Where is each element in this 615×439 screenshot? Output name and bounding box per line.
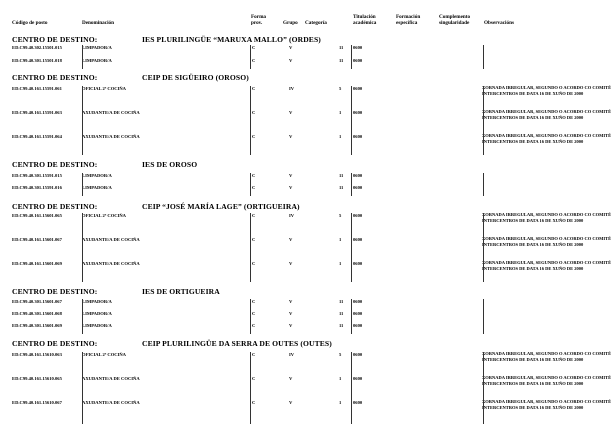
centro-heading	[12, 73, 612, 84]
cell-denominacion: LIMPADOR/A	[82, 185, 112, 190]
cell-code: ED.C99.40.161.15601.069	[12, 261, 62, 266]
cell-titulacion: 0600	[353, 352, 363, 357]
cell-categoria: 5	[339, 86, 342, 91]
header-grupo: Grupo	[283, 20, 298, 26]
header-titulacion-line1: Titulación	[353, 14, 376, 20]
cell-denominacion: OFICIAL 2ª COCIÑA	[82, 352, 127, 357]
column-rule	[351, 213, 352, 282]
cell-denominacion: LIMPADOR/A	[82, 299, 112, 304]
header-complemento-line1: Complemento	[439, 14, 471, 20]
centro-heading	[12, 287, 612, 298]
cell-categoria: 1	[339, 110, 342, 115]
cell-grupo: V	[289, 58, 293, 63]
centro-heading	[12, 339, 612, 350]
cell-grupo: V	[289, 323, 293, 328]
cell-code: ED.C99.40.161.15610.067	[12, 400, 62, 405]
cell-code: ED.C99.40.161.15591.061	[12, 86, 62, 91]
cell-observacions: XORNADA IRREGULAR, SEGUNDO O ACORDO CO COMITÉ INTERCENTROS DE DATA 16 DE XUÑO DE 2000	[482, 260, 612, 271]
cell-forma: C	[252, 110, 256, 115]
cell-forma: C	[252, 45, 256, 50]
centro-name: CEIP DE SIGÜEIRO (OROSO)	[142, 73, 249, 82]
cell-forma: C	[252, 400, 256, 405]
cell-observacions: XORNADA IRREGULAR, SEGUNDO O ACORDO CO COMITÉ INTERCENTROS DE DATA 16 DE XUÑO DE 2000	[482, 133, 612, 144]
cell-forma: C	[252, 173, 256, 178]
cell-denominacion: LIMPADOR/A	[82, 58, 112, 63]
column-rule	[82, 213, 83, 282]
cell-categoria: 11	[339, 185, 344, 190]
cell-titulacion: 0600	[353, 45, 363, 50]
cell-grupo: V	[289, 261, 293, 266]
cell-observacions: XORNADA IRREGULAR, SEGUNDO O ACORDO CO COMITÉ INTERCENTROS DE DATA 16 DE XUÑO DE 2000	[482, 85, 612, 96]
centro-label: CENTRO DE DESTINO:	[12, 202, 98, 211]
cell-titulacion: 0600	[353, 376, 363, 381]
cell-forma: C	[252, 299, 256, 304]
cell-grupo: V	[289, 173, 293, 178]
cell-categoria: 5	[339, 213, 342, 218]
cell-grupo: V	[289, 45, 293, 50]
cell-code: ED.C99.40.301.15601.069	[12, 323, 62, 328]
column-rule	[351, 299, 352, 334]
cell-categoria: 11	[339, 323, 344, 328]
cell-titulacion: 0600	[353, 134, 363, 139]
column-rule	[483, 173, 484, 196]
cell-denominacion: AXUDANTE/A DE COCIÑA	[82, 110, 140, 115]
cell-code: ED.C99.40.161.15591.064	[12, 134, 62, 139]
cell-denominacion: AXUDANTE/A DE COCIÑA	[82, 400, 140, 405]
cell-categoria: 1	[339, 400, 342, 405]
cell-denominacion: OFICIAL 2ª COCIÑA	[82, 213, 127, 218]
cell-categoria: 5	[339, 352, 342, 357]
column-rule	[82, 299, 83, 334]
cell-grupo: V	[289, 110, 293, 115]
cell-titulacion: 0600	[353, 58, 363, 63]
cell-code: ED.C99.40.161.15610.063	[12, 352, 62, 357]
cell-denominacion: AXUDANTE/A DE COCIÑA	[82, 376, 140, 381]
cell-denominacion: OFICIAL 2ª COCIÑA	[82, 86, 127, 91]
column-rule	[483, 299, 484, 334]
header-codigo: Código de posto	[12, 20, 48, 26]
header-observacions: Observacións	[484, 20, 514, 26]
cell-titulacion: 0600	[353, 86, 363, 91]
cell-forma: C	[252, 352, 256, 357]
cell-denominacion: AXUDANTE/A DE COCIÑA	[82, 237, 140, 242]
column-rule	[483, 213, 484, 282]
cell-titulacion: 0600	[353, 261, 363, 266]
cell-categoria: 1	[339, 376, 342, 381]
header-forma-line1: Forma	[251, 14, 266, 20]
centro-name: CEIP “JOSÉ MARÍA LAGE” (ORTIGUEIRA)	[142, 202, 300, 211]
column-rule	[250, 86, 251, 155]
cell-titulacion: 0600	[353, 311, 363, 316]
column-rule	[250, 352, 251, 424]
cell-code: ED.C99.40.301.15591.016	[12, 185, 62, 190]
cell-denominacion: AXUDANTE/A DE COCIÑA	[82, 134, 140, 139]
cell-forma: C	[252, 86, 256, 91]
header-formacion-line1: Formación	[396, 14, 421, 20]
cell-forma: C	[252, 323, 256, 328]
cell-titulacion: 0600	[353, 400, 363, 405]
cell-denominacion: LIMPADOR/A	[82, 173, 112, 178]
column-rule	[82, 86, 83, 155]
cell-code: ED.C99.40.161.15601.065	[12, 213, 62, 218]
cell-categoria: 11	[339, 45, 344, 50]
cell-forma: C	[252, 185, 256, 190]
column-rule	[483, 45, 484, 69]
cell-titulacion: 0600	[353, 237, 363, 242]
cell-titulacion: 0600	[353, 185, 363, 190]
centro-label: CENTRO DE DESTINO:	[12, 287, 98, 296]
centro-label: CENTRO DE DESTINO:	[12, 35, 98, 44]
centro-label: CENTRO DE DESTINO:	[12, 160, 98, 169]
cell-code: ED.C99.40.301.15591.015	[12, 173, 62, 178]
cell-observacions: XORNADA IRREGULAR, SEGUNDO O ACORDO CO COMITÉ INTERCENTROS DE DATA 16 DE XUÑO DE 2000	[482, 212, 612, 223]
column-rule	[82, 173, 83, 196]
cell-grupo: V	[289, 400, 293, 405]
column-rule	[483, 86, 484, 155]
cell-observacions: XORNADA IRREGULAR, SEGUNDO O ACORDO CO COMITÉ INTERCENTROS DE DATA 16 DE XUÑO DE 2000	[482, 351, 612, 362]
cell-categoria: 11	[339, 311, 344, 316]
cell-titulacion: 0600	[353, 213, 363, 218]
cell-grupo: IV	[289, 352, 295, 357]
cell-forma: C	[252, 261, 256, 266]
header-complemento-line2: singularidade	[439, 20, 470, 26]
cell-code: ED.C99.40.301.15501.018	[12, 58, 62, 63]
cell-grupo: IV	[289, 86, 295, 91]
column-rule	[82, 352, 83, 424]
cell-denominacion: LIMPADOR/A	[82, 323, 112, 328]
centro-label: CENTRO DE DESTINO:	[12, 73, 98, 82]
cell-categoria: 11	[339, 173, 344, 178]
cell-grupo: V	[289, 299, 293, 304]
header-denominacion: Denominación	[82, 20, 114, 26]
column-rule	[351, 173, 352, 196]
cell-categoria: 1	[339, 134, 342, 139]
cell-grupo: V	[289, 185, 293, 190]
column-rule	[250, 299, 251, 334]
cell-code: ED.C99.40.161.15591.063	[12, 110, 62, 115]
cell-titulacion: 0600	[353, 323, 363, 328]
cell-grupo: IV	[289, 213, 295, 218]
cell-denominacion: LIMPADOR/A	[82, 45, 112, 50]
cell-code: ED.C99.40.302.15501.015	[12, 45, 62, 50]
cell-grupo: V	[289, 237, 293, 242]
cell-grupo: V	[289, 134, 293, 139]
centro-name: IES DE ORTIGUEIRA	[142, 287, 220, 296]
column-rule	[82, 45, 83, 69]
cell-forma: C	[252, 237, 256, 242]
cell-titulacion: 0600	[353, 173, 363, 178]
cell-titulacion: 0600	[353, 110, 363, 115]
header-categoria: Categoría	[305, 20, 327, 26]
cell-code: ED.C99.40.161.15610.065	[12, 376, 62, 381]
cell-forma: C	[252, 376, 256, 381]
cell-titulacion: 0600	[353, 299, 363, 304]
cell-forma: C	[252, 134, 256, 139]
cell-code: ED.C99.40.301.15601.067	[12, 299, 62, 304]
cell-observacions: XORNADA IRREGULAR, SEGUNDO O ACORDO CO COMITÉ INTERCENTROS DE DATA 16 DE XUÑO DE 2000	[482, 236, 612, 247]
centro-name: CEIP PLURILINGÜE DA SERRA DE OUTES (OUTES)	[142, 339, 332, 348]
cell-categoria: 1	[339, 261, 342, 266]
centro-label: CENTRO DE DESTINO:	[12, 339, 98, 348]
header-titulacion-line2: académica	[353, 20, 377, 26]
cell-code: ED.C99.40.301.15601.068	[12, 311, 62, 316]
cell-denominacion: AXUDANTE/A DE COCIÑA	[82, 261, 140, 266]
cell-observacions: XORNADA IRREGULAR, SEGUNDO O ACORDO CO COMITÉ INTERCENTROS DE DATA 16 DE XUÑO DE 2000	[482, 399, 612, 410]
column-rule	[250, 45, 251, 69]
cell-grupo: V	[289, 311, 293, 316]
column-rule	[351, 352, 352, 424]
column-rule	[483, 352, 484, 424]
centro-name: IES PLURILINGÜE “MARUXA MALLO” (ORDES)	[142, 35, 321, 44]
header-forma-line2: prov.	[251, 20, 263, 26]
cell-observacions: XORNADA IRREGULAR, SEGUNDO O ACORDO CO COMITÉ INTERCENTROS DE DATA 16 DE XUÑO DE 2000	[482, 375, 612, 386]
cell-code: ED.C99.40.161.15601.067	[12, 237, 62, 242]
centro-heading	[12, 160, 612, 171]
cell-forma: C	[252, 58, 256, 63]
column-rule	[351, 86, 352, 155]
column-rule	[250, 213, 251, 282]
column-rule	[351, 45, 352, 69]
centro-name: IES DE OROSO	[142, 160, 198, 169]
cell-categoria: 11	[339, 58, 344, 63]
cell-categoria: 1	[339, 237, 342, 242]
cell-denominacion: LIMPADOR/A	[82, 311, 112, 316]
cell-forma: C	[252, 213, 256, 218]
column-rule	[250, 173, 251, 196]
cell-grupo: V	[289, 376, 293, 381]
cell-forma: C	[252, 311, 256, 316]
header-formacion-line2: específica	[396, 20, 418, 26]
cell-observacions: XORNADA IRREGULAR, SEGUNDO O ACORDO CO COMITÉ INTERCENTROS DE DATA 16 DE XUÑO DE 2000	[482, 109, 612, 120]
cell-categoria: 11	[339, 299, 344, 304]
